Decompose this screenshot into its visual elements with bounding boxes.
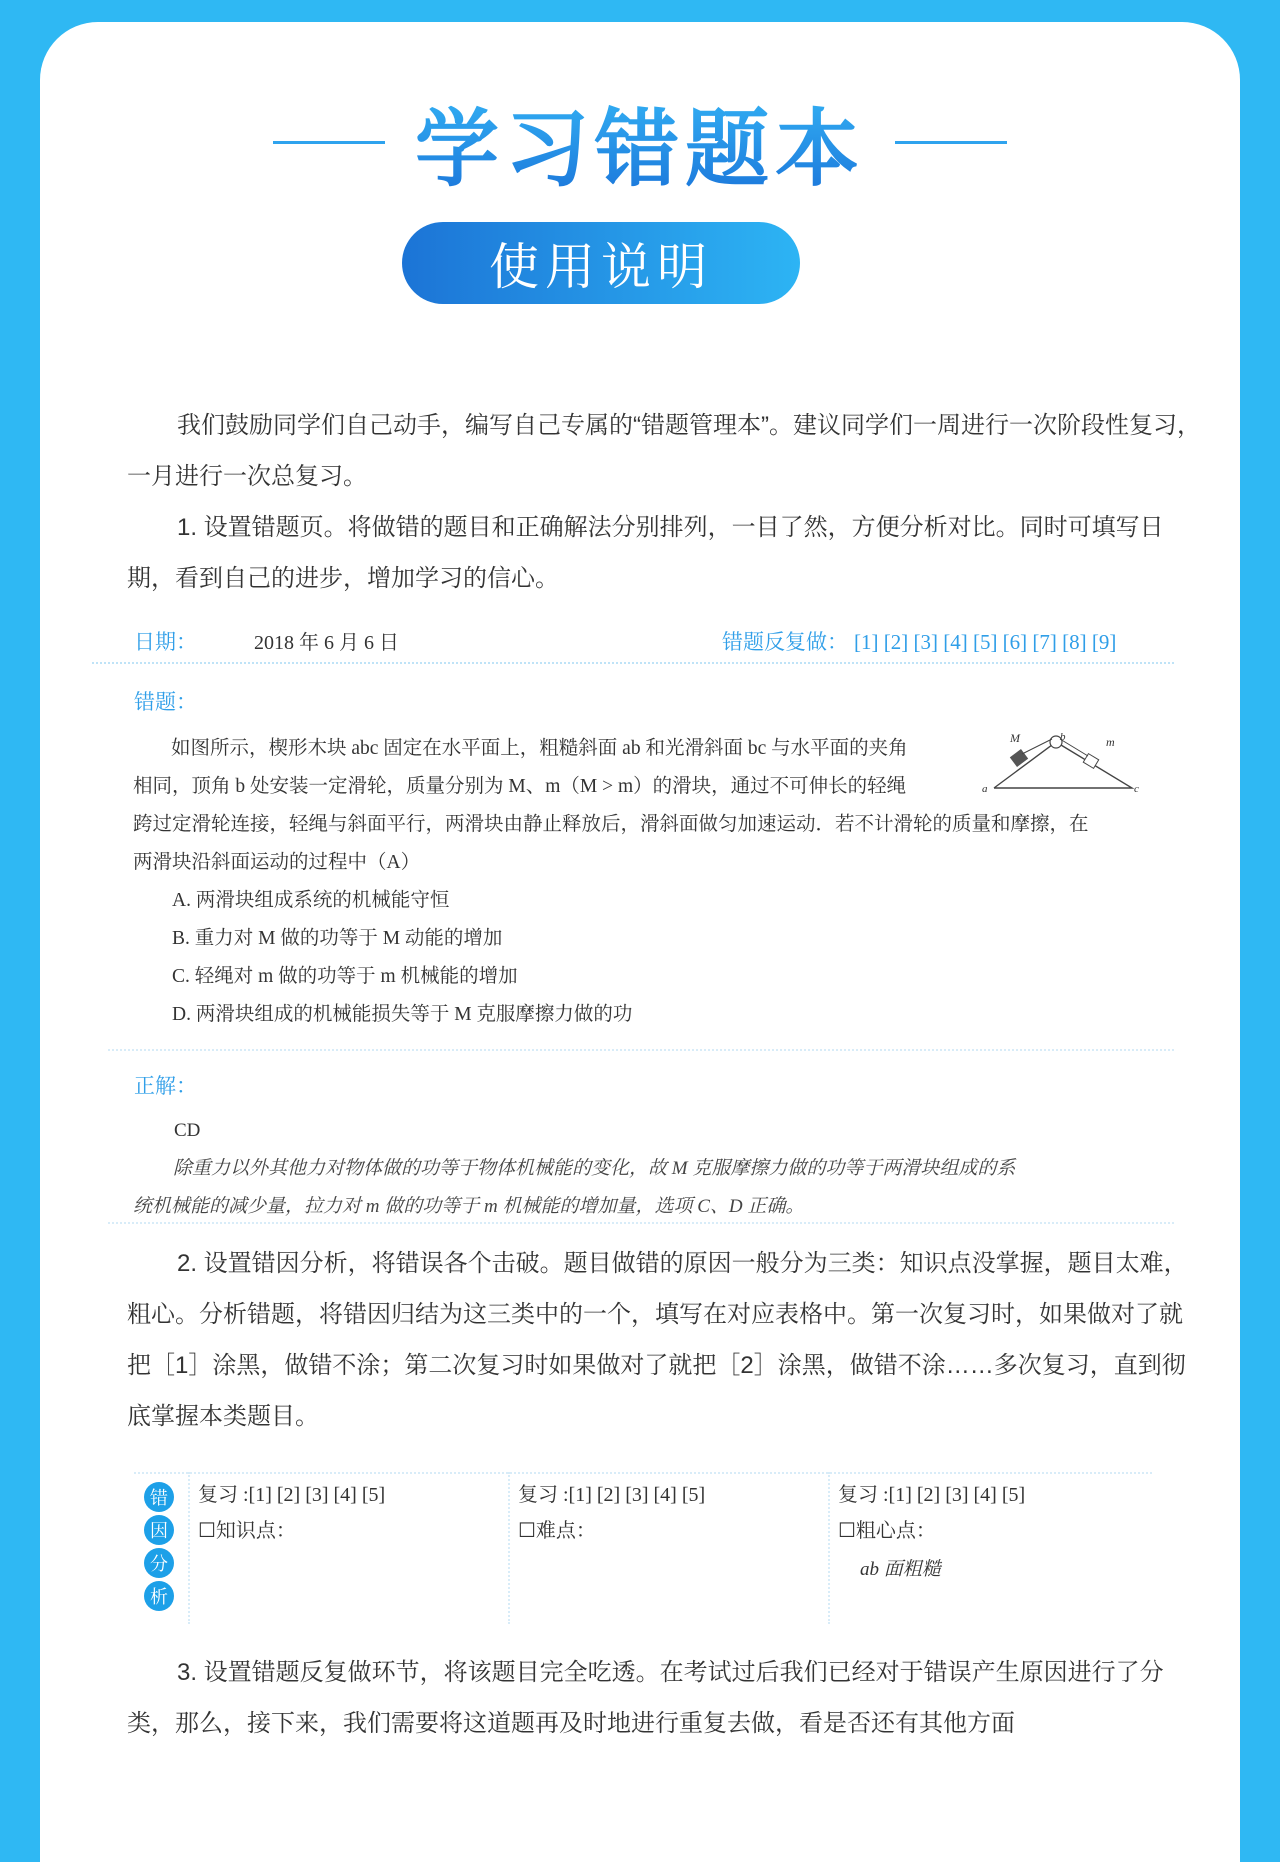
title-left-line (273, 141, 385, 144)
wrong-question-label: 错题： (134, 691, 197, 714)
subtitle-pill: 使用说明 (402, 222, 800, 304)
analysis-column-careless (828, 1472, 1148, 1624)
date-value: 2018 年 6 月 6 日 (254, 632, 399, 654)
difficulty-checkbox[interactable]: ☐难点： (518, 1520, 596, 1542)
option-a: A. 两滑块组成系统的机械能守恒 (172, 890, 450, 911)
analysis-badges (144, 1482, 178, 1614)
explanation-line: 统机械能的减少量，拉力对 m 做的功等于 m 机械能的增加量，选项 C、D 正确。 (133, 1196, 805, 1217)
badge: 因 (144, 1515, 174, 1545)
date-row (92, 618, 1174, 664)
title-right-line (895, 141, 1007, 144)
label-a: a (982, 783, 988, 794)
label-c: c (1134, 783, 1139, 794)
incline-diagram (982, 728, 1142, 794)
intro-paragraph-2: 1. 设置错题页。将做错的题目和正确解法分别排列，一目了然，方便分析对比。同时可填写日期，看到自己的进步，增加学习的信心。 (127, 514, 1164, 592)
error-analysis-table (134, 1472, 1152, 1624)
section2-paragraph: 2. 设置错因分析，将错误各个击破。题目做错的原因一般分为三类：知识点没掌握，题目太难，粗心。分析错题，将错因归结为这三类中的一个，填写在对应表格中。第一次复习时，如果做对了就把［1］涂黑，做错不涂；第二次复习时如果做对了就把［2］涂黑，做错不涂……多次复习，直到彻底掌握本类题目。 (127, 1250, 1188, 1430)
intro-paragraph-1: 我们鼓励同学们自己动手，编写自己专属的“错题管理本”。建议同学们一周进行一次阶段性复习，一月进行一次总复习。 (127, 412, 1201, 490)
title-row (40, 82, 1240, 202)
analysis-column-difficulty (508, 1472, 828, 1624)
redo-label-text: 错题反复做： (722, 631, 848, 654)
page-title: 学习错题本 (415, 82, 865, 203)
divider (108, 1049, 1174, 1051)
divider (108, 1222, 1174, 1224)
question-line: 相同，顶角 b 处安装一定滑轮，质量分别为 M、m（M > m）的滑块，通过不可伸长的轻绳 (133, 776, 907, 797)
review-row: 复习 :[1] [2] [3] [4] [5] (518, 1484, 706, 1506)
answer-value: CD (174, 1120, 201, 1141)
label-b: b (1060, 731, 1066, 743)
redo-label (722, 626, 1116, 656)
question-line: 跨过定滑轮连接，轻绳与斜面平行，两滑块由静止释放后，滑斜面做匀加速运动．若不计滑轮的质量和摩擦，在 (133, 814, 1089, 835)
correct-answer-label: 正解： (134, 1075, 197, 1098)
explanation-line: 除重力以外其他力对物体做的功等于物体机械能的变化，故 M 克服摩擦力做的功等于两滑块组成的系 (173, 1158, 1016, 1179)
review-row: 复习 :[1] [2] [3] [4] [5] (198, 1484, 386, 1506)
badge: 析 (144, 1581, 174, 1611)
question-line: 如图所示，楔形木块 abc 固定在水平面上，粗糙斜面 ab 和光滑斜面 bc 与水平面的夹角 (171, 738, 908, 759)
rope-left (1022, 739, 1052, 754)
section3-paragraph: 3. 设置错题反复做环节，将该题目完全吃透。在考试过后我们已经对于错误产生原因进行了分类，那么，接下来，我们需要将这道题再及时地进行重复去做，看是否还有其他方面 (127, 1659, 1164, 1737)
explanation-text (133, 1150, 1163, 1226)
label-m: m (1106, 735, 1115, 749)
option-b: B. 重力对 M 做的功等于 M 动能的增加 (172, 928, 503, 949)
question-line: 两滑块沿斜面运动的过程中（A） (133, 852, 421, 873)
redo-items: [1] [2] [3] [4] [5] [6] [7] [8] [9] (854, 630, 1117, 654)
careless-checkbox[interactable]: ☐粗心点： (838, 1520, 936, 1542)
column-note: ab 面粗糙 (860, 1559, 941, 1580)
label-M: M (1010, 731, 1020, 745)
analysis-column-knowledge (188, 1472, 508, 1624)
option-c: C. 轻绳对 m 做的功等于 m 机械能的增加 (172, 966, 518, 987)
badge: 分 (144, 1548, 174, 1578)
option-d: D. 两滑块组成的机械能损失等于 M 克服摩擦力做的功 (172, 1004, 633, 1025)
badge: 错 (144, 1482, 174, 1512)
knowledge-checkbox[interactable]: ☐知识点： (198, 1520, 296, 1542)
review-row: 复习 :[1] [2] [3] [4] [5] (838, 1484, 1026, 1506)
date-label: 日期： (134, 631, 197, 654)
